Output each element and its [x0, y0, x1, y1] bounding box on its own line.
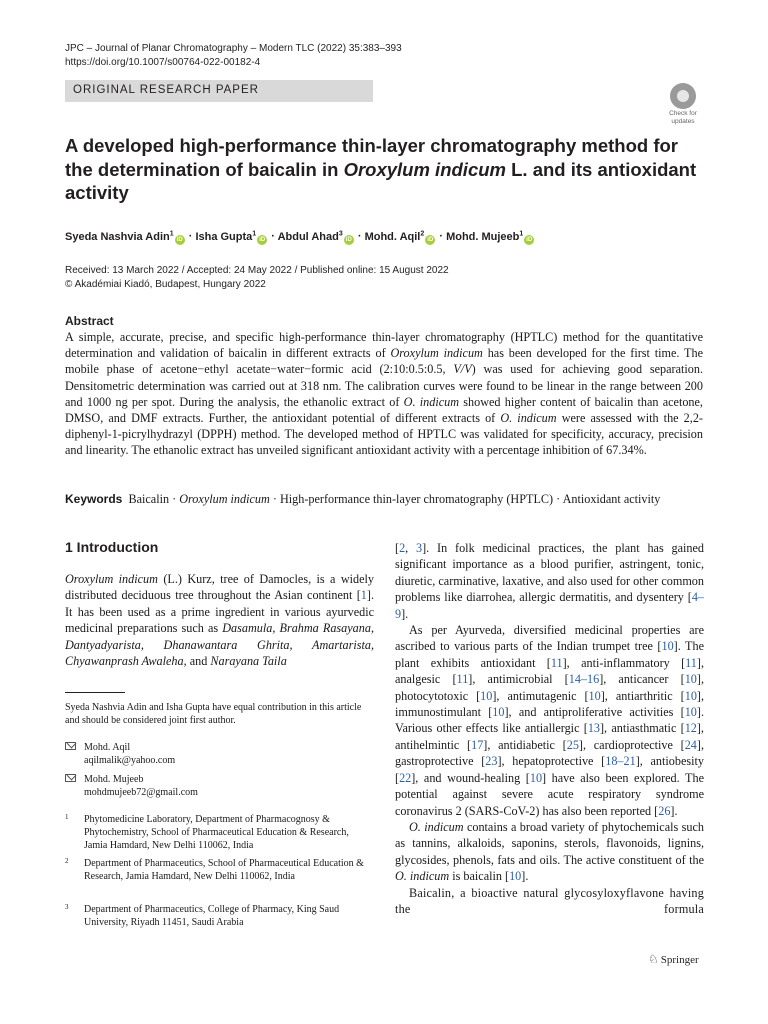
orcid-icon[interactable]: iD	[345, 236, 352, 243]
orcid-icon[interactable]: iD	[427, 236, 434, 243]
citation-link[interactable]: 14–16	[568, 672, 600, 687]
publication-dates	[65, 264, 449, 291]
author-list: Syeda Nashvia Adin$^1$iD · Isha Gupta$^1$iD · Abdul Ahad$^3$iD · Mohd. Aqil$^2$iD · Mohd. Mujeeb$^1$iD	[65, 230, 533, 243]
citation-link[interactable]: 10	[684, 672, 697, 687]
citation-link[interactable]: 10	[509, 869, 522, 884]
citation-link[interactable]: 24	[684, 737, 697, 752]
check-updates-line1: Check for	[669, 110, 697, 117]
article-type-banner: ORIGINAL RESEARCH PAPER	[65, 80, 373, 102]
check-for-updates-badge[interactable]	[664, 83, 702, 123]
citation-link[interactable]: 3	[416, 541, 423, 555]
contact-email[interactable]: mohdmujeeb72@gmail.com	[84, 787, 198, 798]
check-updates-icon	[670, 83, 696, 109]
keywords-label: Keywords	[65, 492, 123, 506]
corresponding-author	[65, 741, 374, 767]
citation-link[interactable]: 2	[399, 541, 406, 555]
citation-link[interactable]: 12	[684, 721, 697, 736]
section-heading-introduction: 1 Introduction	[65, 539, 159, 555]
envelope-icon	[65, 774, 76, 782]
paragraph: [2, 3]. In folk medicinal practices, the plant has gained significant importance as a blood purifier, astringent, tonic, diuretic, carminative, laxative, and also used for other common problems like diarrohea, allergic dermatitis, and dysentery [4–9].	[395, 541, 704, 621]
citation-link[interactable]: 13	[587, 721, 600, 736]
affiliation: 1 Phytomedicine Laboratory, Department of Pharmacognosy & Phytochemistry, School of Pharmaceutical Education & Research, Jamia Hamdard, New Delhi 110062, India	[65, 813, 349, 851]
citation-link[interactable]: 25	[566, 737, 579, 752]
author[interactable]: Mohd. Aqil$^2$	[364, 230, 425, 243]
contact-email[interactable]: aqilmalik@yahoo.com	[84, 755, 176, 766]
check-updates-line2: updates	[671, 118, 695, 125]
citation-link[interactable]: 11	[685, 655, 697, 670]
footnote-divider	[65, 692, 125, 693]
abstract-heading: Abstract	[65, 314, 114, 328]
citation-link[interactable]: 10	[588, 688, 601, 703]
citation-link[interactable]: 23	[485, 754, 498, 769]
keywords: Keywords Baicalin · Oroxylum indicum · High-performance thin-layer chromatography (HPTLC) · Antioxidant activity	[65, 492, 661, 506]
envelope-icon	[65, 742, 76, 750]
citation-link[interactable]: 18–21	[605, 754, 636, 769]
affiliation: 3 Department of Pharmaceutics, College of Pharmacy, King Saud University, Riyadh 11451, Saudi Arabia	[65, 903, 340, 928]
journal-header	[65, 42, 402, 70]
citation-link[interactable]: 10	[529, 770, 543, 785]
received-accepted-published: Received: 13 March 2022 / Accepted: 24 May 2022 / Published online: 15 August 2022	[65, 265, 449, 276]
paragraph: As per Ayurveda, diversified medicinal properties are ascribed to various parts of the Indian trumpet tree [10]. The plant exhibits antioxidant [11], anti-inflammatory [11], analgesic [11], antimicrobial [14–16], anticancer [10], photocytotoxic [10], antimutagenic [10], antiarthritic [10], immunostimulant [10], and antiproliferative activities [10]. Various other effects like antiallergic [13], antiasthmatic [12], antihelmintic [17], antidiabetic [25], cardioprotective [24], gastroprotective [23], hepatoprotective [18–21], antiobesity [22], and wound-healing [10] have also been explored. The potential against severe acute respiratory syndrome coronavirus 2 (SARS-CoV-2) has also been reported [26].	[395, 623, 705, 818]
author[interactable]: Abdul Ahad$^3$	[277, 230, 343, 243]
author[interactable]: Syeda Nashvia Adin$^1$	[65, 230, 174, 243]
abstract-text: A simple, accurate, precise, and specific high-performance thin-layer chromatography (HPTLC) method for the quantitative determination and validation of baicalin in different extracts of Oroxylum indicum has been developed for the first time. The mobile phase of acetone−ethyl acetate−water−formic acid (2:10:0.5:0.5, V/V) was used for achieving good separation. Densitometric determination was carried out at 318 nm. The calibration curves were found to be linear in the range between 200 and 1000 ng per spot. During the analysis, the ethanolic extract of O. indicum showed higher content of baicalin than acetone, DMSO, and DMF extracts. Further, the antioxidant potential of different extracts of O. indicum were assessed with the 2,2-diphenyl-1-picrylhydrazyl (DPPH) method. The developed method of HPTLC was validated for specificity, accuracy, precision and linearity. The ethanolic extract has unveiled significant antioxidant activity with a percentage inhibition of 67.34%.	[65, 330, 703, 458]
citation-link[interactable]: 1	[360, 588, 367, 603]
author[interactable]: Mohd. Mujeeb$^1$	[446, 230, 524, 243]
citation-link[interactable]: 4–9	[395, 590, 704, 621]
citation-link[interactable]: 10	[480, 688, 493, 703]
journal-citation: JPC – Journal of Planar Chromatography – Modern TLC (2022) 35:383–393	[65, 43, 402, 54]
citation-link[interactable]: 11	[456, 672, 469, 687]
author[interactable]: Isha Gupta$^1$	[195, 230, 257, 243]
contact-name: Mohd. Aqil	[84, 742, 131, 753]
orcid-icon[interactable]: iD	[526, 236, 533, 243]
corresponding-author	[65, 773, 374, 799]
paragraph: O. indicum contains a broad variety of phytochemicals such as tannins, alkaloids, saponins, sterols, flavonoids, lignins, glycosides, phenols, fats and oils. The active constituent of the O. indicum is baicalin [10].	[395, 819, 704, 884]
publisher-logo: ♘ Springer	[648, 952, 699, 966]
affiliation: 2 Department of Pharmaceutics, School of Pharmaceutical Education & Research, Jamia Hamdard, New Delhi 110062, India	[65, 857, 364, 882]
intro-column-right	[395, 540, 704, 917]
citation-link[interactable]: 22	[399, 770, 412, 785]
doi-link[interactable]: https://doi.org/10.1007/s00764-022-00182-4	[65, 57, 261, 68]
orcid-icon[interactable]: iD	[176, 236, 183, 243]
citation-link[interactable]: 11	[550, 655, 563, 670]
citation-link[interactable]: 26	[658, 803, 671, 818]
article-title: A developed high-performance thin-layer chromatography method for the determination of baicalin in Oroxylum indicum L. and its antioxidant activity	[65, 135, 697, 203]
citation-link[interactable]: 10	[661, 639, 674, 654]
orcid-icon[interactable]: iD	[259, 236, 266, 243]
paragraph: Baicalin, a bioactive natural glycosyloxyflavone having the formula	[395, 885, 704, 916]
contact-name: Mohd. Mujeeb	[84, 774, 144, 785]
copyright: © Akadémiai Kiadó, Budapest, Hungary 2022	[65, 278, 266, 290]
citation-link[interactable]: 10	[492, 705, 505, 720]
equal-contribution-note: Syeda Nashvia Adin and Isha Gupta have equal contribution in this article and should be considered joint first author.	[65, 702, 362, 727]
intro-paragraph-left: Oroxylum indicum (L.) Kurz, tree of Damocles, is a widely distributed deciduous tree throughout the Asian continent [1]. It has been used as a prime ingredient in various ayurvedic medicinal preparations such as Dasamula, Brahma Rasayana, Dantyadyarista, Dhanawantara Ghrita, Amartarista, Chyawanprash Awaleha, and Narayana Taila	[65, 572, 374, 669]
citation-link[interactable]: 10	[684, 688, 697, 703]
citation-link[interactable]: 10	[684, 705, 697, 720]
springer-horse-icon: ♘	[648, 952, 659, 966]
citation-link[interactable]: 17	[471, 737, 484, 752]
